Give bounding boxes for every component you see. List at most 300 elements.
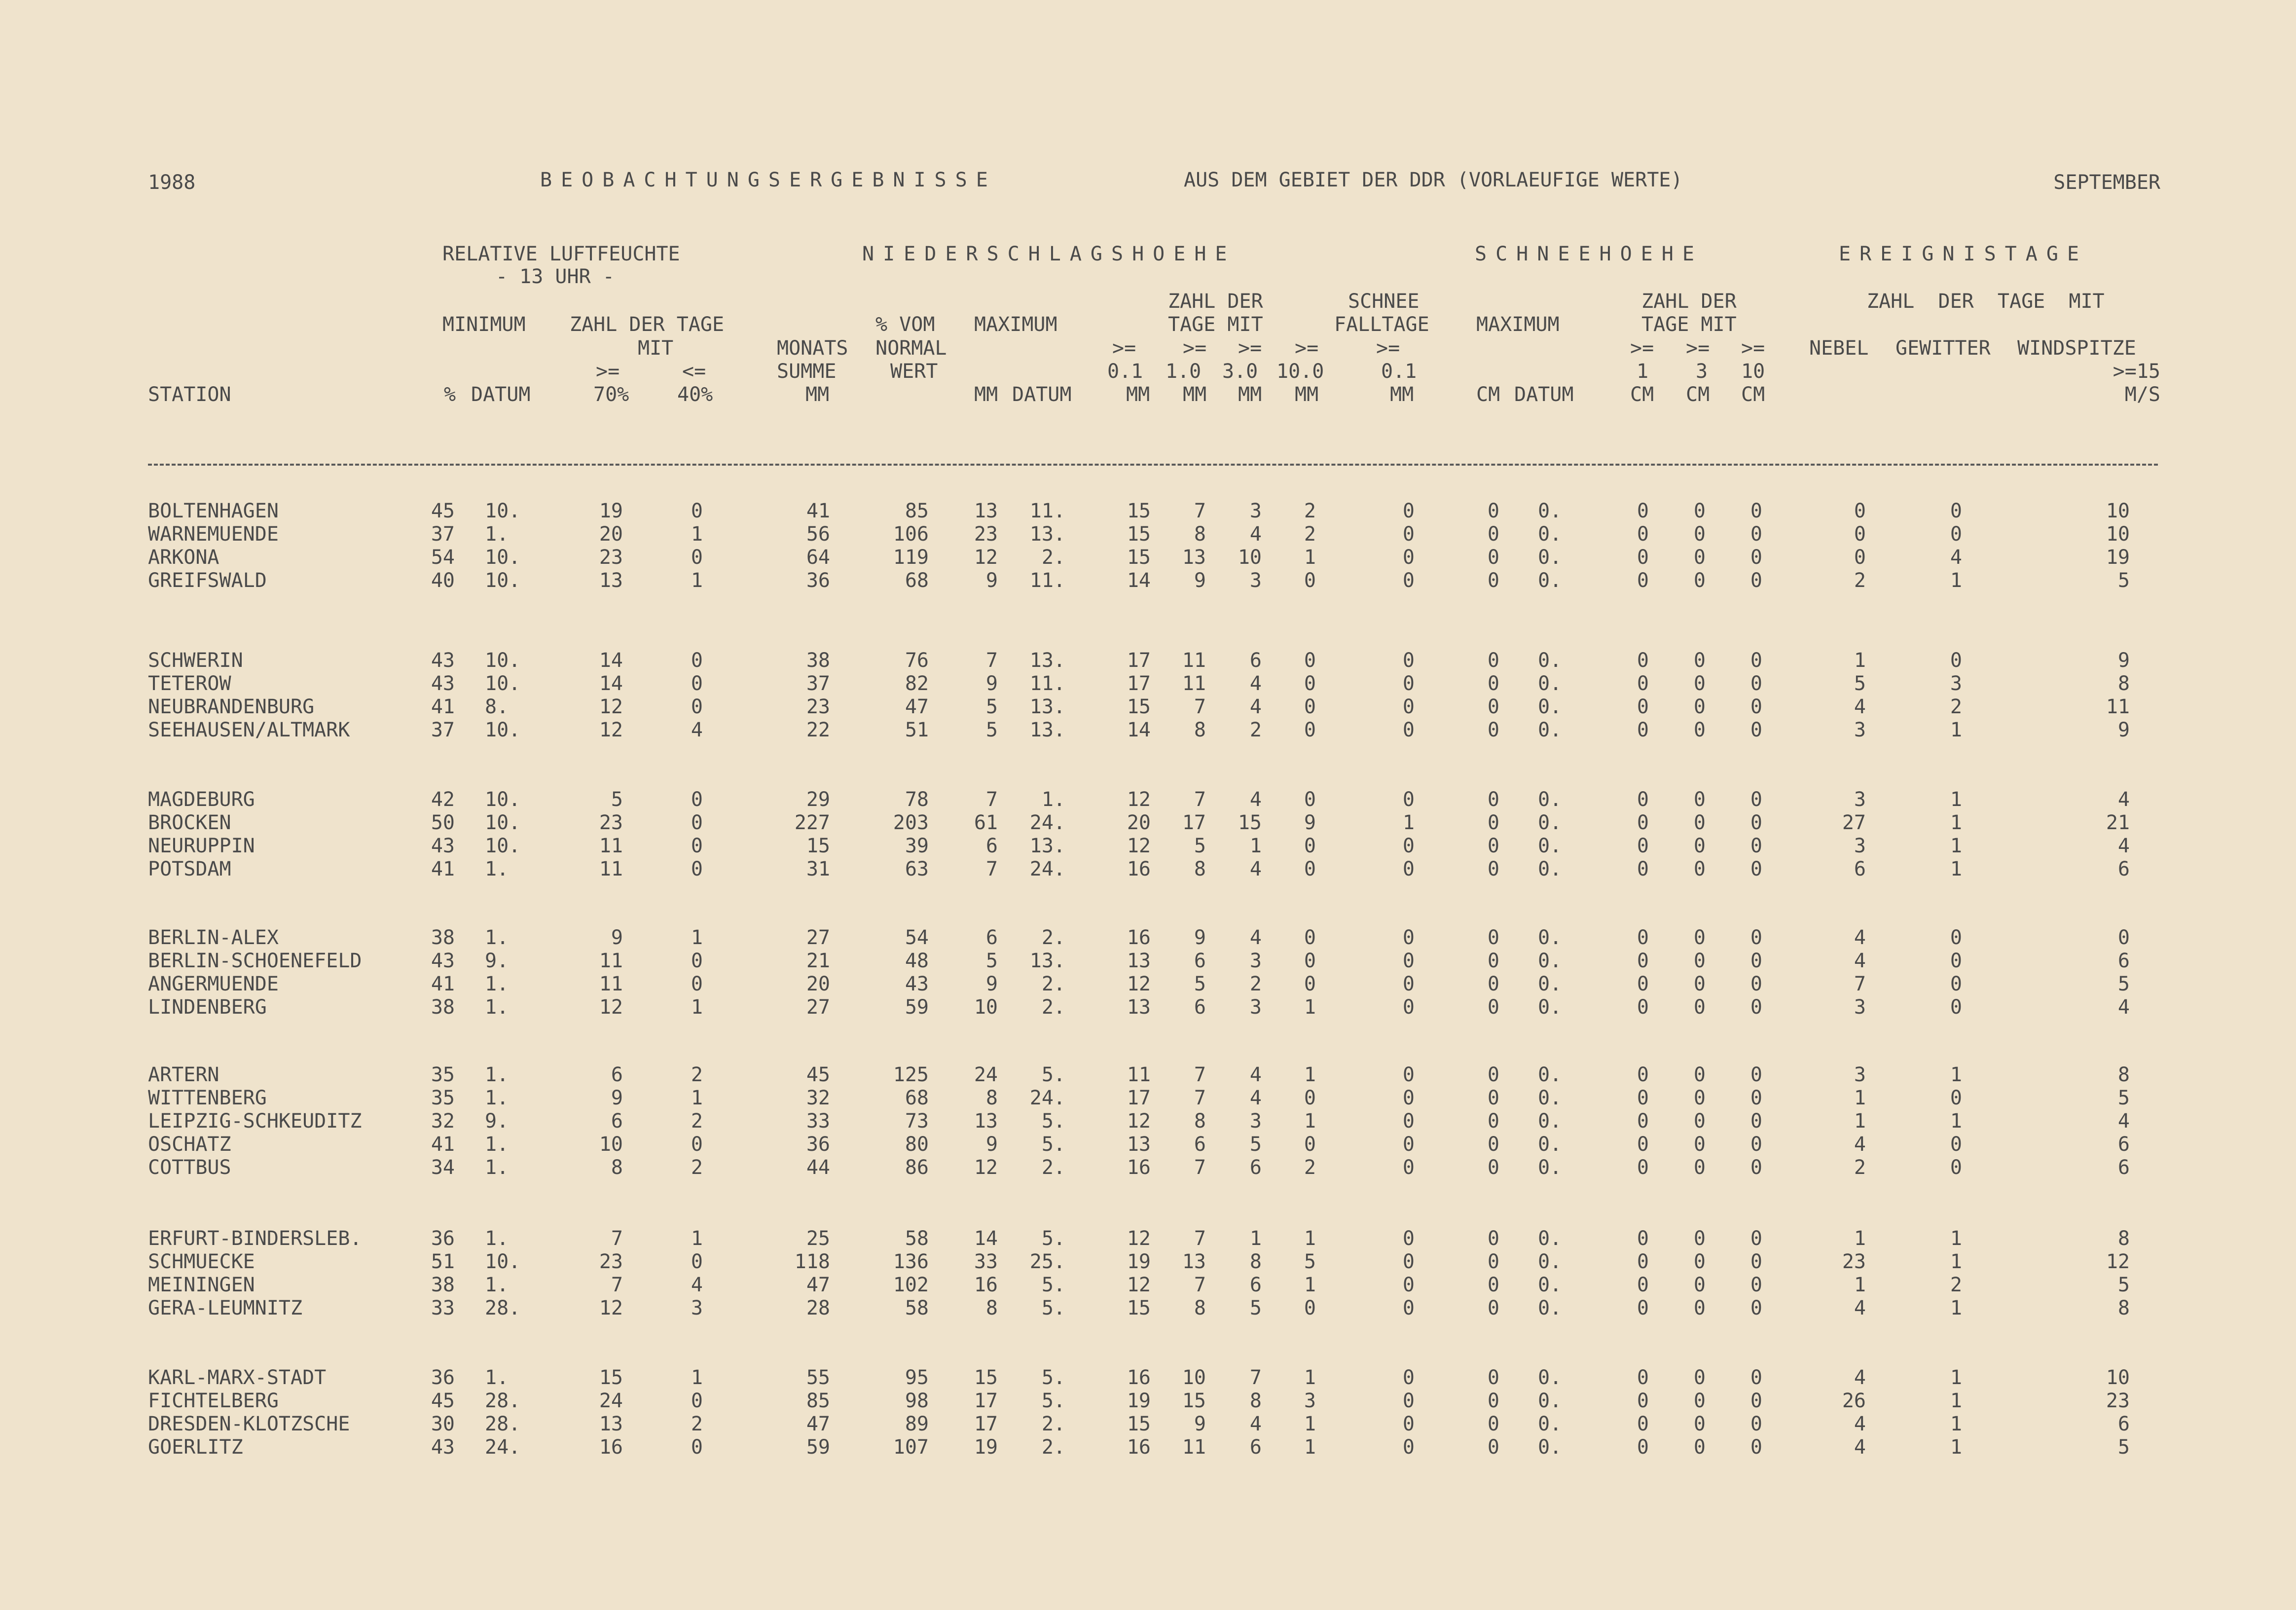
days-ge70: 6 — [611, 1063, 623, 1086]
days-ge10: 5 — [1194, 973, 1206, 995]
thunder-days: 1 — [1950, 1250, 1962, 1273]
hdr-datum-max: DATUM — [1012, 383, 1072, 406]
snow-ge10: 0 — [1750, 1133, 1762, 1156]
snow-ge1: 0 — [1637, 1227, 1649, 1250]
min-pct: 38 — [431, 996, 455, 1019]
max-mm: 17 — [974, 1390, 998, 1412]
snow-ge1: 0 — [1637, 500, 1649, 522]
snow-max-datum: 0. — [1538, 569, 1562, 592]
pct-normal: 68 — [905, 1087, 929, 1109]
days-ge100: 0 — [1304, 1087, 1316, 1109]
snowfall-days: 0 — [1402, 858, 1415, 880]
days-ge30: 3 — [1249, 569, 1262, 592]
monthly-sum: 41 — [806, 500, 830, 522]
snow-ge3: 0 — [1693, 858, 1706, 880]
snow-ge1: 0 — [1637, 1413, 1649, 1435]
max-datum: 2. — [1041, 1436, 1065, 1459]
fog-days: 3 — [1854, 996, 1866, 1019]
snow-max-cm: 0 — [1487, 788, 1499, 811]
wind-days: 12 — [2106, 1250, 2130, 1273]
snow-ge3: 0 — [1693, 695, 1706, 718]
pct-normal: 95 — [905, 1366, 929, 1389]
hdr-ge-p1: >= — [1112, 337, 1136, 360]
snow-max-datum: 0. — [1538, 973, 1562, 995]
hdr-cm-s3: CM — [1741, 383, 1765, 406]
table-row — [0, 1227, 2296, 1250]
snow-max-cm: 0 — [1487, 500, 1499, 522]
hdr-cm-max: CM — [1476, 383, 1500, 406]
snow-ge3: 0 — [1693, 1274, 1706, 1296]
station-name: SCHMUECKE — [148, 1250, 255, 1273]
max-datum: 2. — [1041, 996, 1065, 1019]
monthly-sum: 33 — [806, 1110, 830, 1133]
snow-ge3: 0 — [1693, 1413, 1706, 1435]
snow-max-datum: 0. — [1538, 1297, 1562, 1319]
fog-days: 4 — [1854, 695, 1866, 718]
days-le40: 0 — [691, 1390, 703, 1412]
days-ge01: 20 — [1127, 811, 1151, 834]
days-ge30: 3 — [1249, 1110, 1262, 1133]
snow-ge1: 0 — [1637, 1087, 1649, 1109]
snow-max-datum: 0. — [1538, 1436, 1562, 1459]
wind-days: 10 — [2106, 523, 2130, 546]
hdr-mm-snow: MM — [1390, 383, 1414, 406]
days-ge01: 13 — [1127, 996, 1151, 1019]
min-pct: 35 — [431, 1087, 455, 1109]
snow-ge3: 0 — [1693, 996, 1706, 1019]
thunder-days: 1 — [1950, 1390, 1962, 1412]
snowfall-days: 0 — [1402, 1413, 1415, 1435]
wind-days: 19 — [2106, 546, 2130, 569]
days-le40: 1 — [691, 996, 703, 1019]
snow-ge10: 0 — [1750, 546, 1762, 569]
max-datum: 11. — [1029, 569, 1065, 592]
snow-max-cm: 0 — [1487, 569, 1499, 592]
monthly-sum: 36 — [806, 1133, 830, 1156]
snow-ge1: 0 — [1637, 811, 1649, 834]
snow-ge3: 0 — [1693, 1390, 1706, 1412]
station-name: NEUBRANDENBURG — [148, 695, 315, 718]
days-ge70: 12 — [599, 996, 623, 1019]
snow-ge3: 0 — [1693, 1227, 1706, 1250]
snow-max-datum: 0. — [1538, 858, 1562, 880]
days-ge70: 23 — [599, 1250, 623, 1273]
thunder-days: 0 — [1950, 1156, 1962, 1179]
hdr-ge-70: >= — [596, 360, 620, 383]
station-name: ARKONA — [148, 546, 219, 569]
max-datum: 2. — [1041, 1413, 1065, 1435]
hdr-nebel: NEBEL — [1809, 337, 1869, 360]
monthly-sum: 28 — [806, 1297, 830, 1319]
wind-days: 8 — [2117, 1063, 2130, 1086]
days-le40: 0 — [691, 546, 703, 569]
thunder-days: 2 — [1950, 695, 1962, 718]
wind-days: 6 — [2117, 858, 2130, 880]
hdr-zahl-der-tage: ZAHL DER TAGE — [570, 313, 725, 336]
wind-days: 11 — [2106, 695, 2130, 718]
snow-ge10: 0 — [1750, 926, 1762, 949]
min-datum: 1. — [485, 1227, 509, 1250]
snowfall-days: 0 — [1402, 1156, 1415, 1179]
snow-max-cm: 0 — [1487, 858, 1499, 880]
days-ge10: 6 — [1194, 996, 1206, 1019]
days-ge70: 13 — [599, 569, 623, 592]
snow-max-cm: 0 — [1487, 1063, 1499, 1086]
min-datum: 10. — [485, 719, 521, 741]
min-pct: 37 — [431, 523, 455, 546]
max-datum: 13. — [1029, 719, 1065, 741]
min-datum: 10. — [485, 546, 521, 569]
min-datum: 1. — [485, 1087, 509, 1109]
snow-ge10: 0 — [1750, 1087, 1762, 1109]
monthly-sum: 85 — [806, 1390, 830, 1412]
days-ge100: 0 — [1304, 835, 1316, 857]
table-row — [0, 1413, 2296, 1435]
days-ge100: 2 — [1304, 500, 1316, 522]
days-ge70: 5 — [611, 788, 623, 811]
snow-max-cm: 0 — [1487, 1087, 1499, 1109]
snow-max-cm: 0 — [1487, 1156, 1499, 1179]
hdr-t10: 1.0 — [1166, 360, 1202, 383]
snow-ge10: 0 — [1750, 1436, 1762, 1459]
min-pct: 41 — [431, 1133, 455, 1156]
snow-max-datum: 0. — [1538, 996, 1562, 1019]
snow-max-cm: 0 — [1487, 1413, 1499, 1435]
days-ge70: 7 — [611, 1227, 623, 1250]
monthly-sum: 23 — [806, 695, 830, 718]
snow-ge10: 0 — [1750, 1156, 1762, 1179]
pct-normal: 107 — [893, 1436, 929, 1459]
snow-ge10: 0 — [1750, 1274, 1762, 1296]
hdr-s1: 1 — [1637, 360, 1649, 383]
wind-days: 8 — [2117, 1227, 2130, 1250]
snowfall-days: 0 — [1402, 1227, 1415, 1250]
station-name: COTTBUS — [148, 1156, 231, 1179]
snow-max-cm: 0 — [1487, 1366, 1499, 1389]
table-row — [0, 926, 2296, 949]
monthly-sum: 56 — [806, 523, 830, 546]
days-ge100: 0 — [1304, 649, 1316, 672]
monthly-sum: 45 — [806, 1063, 830, 1086]
snow-ge3: 0 — [1693, 1297, 1706, 1319]
days-le40: 0 — [691, 649, 703, 672]
days-ge10: 5 — [1194, 835, 1206, 857]
table-row — [0, 500, 2296, 522]
days-ge10: 17 — [1182, 811, 1206, 834]
days-ge01: 12 — [1127, 1274, 1151, 1296]
days-ge30: 4 — [1249, 1413, 1262, 1435]
thunder-days: 1 — [1950, 788, 1962, 811]
snow-max-cm: 0 — [1487, 1250, 1499, 1273]
table-row — [0, 649, 2296, 672]
snow-ge3: 0 — [1693, 1250, 1706, 1273]
snowfall-days: 0 — [1402, 1390, 1415, 1412]
days-le40: 3 — [691, 1297, 703, 1319]
snow-max-cm: 0 — [1487, 1110, 1499, 1133]
wind-days: 8 — [2117, 1297, 2130, 1319]
days-ge01: 13 — [1127, 950, 1151, 972]
hdr-t01-snow: 0.1 — [1381, 360, 1417, 383]
station-name: TETEROW — [148, 672, 231, 695]
wind-days: 0 — [2117, 926, 2130, 949]
snow-max-datum: 0. — [1538, 1133, 1562, 1156]
snowfall-days: 0 — [1402, 973, 1415, 995]
min-pct: 43 — [431, 649, 455, 672]
days-ge70: 7 — [611, 1274, 623, 1296]
min-datum: 1. — [485, 1366, 509, 1389]
monthly-sum: 227 — [794, 811, 830, 834]
snow-ge1: 0 — [1637, 546, 1649, 569]
snowfall-days: 0 — [1402, 523, 1415, 546]
hdr-zahl-der-precip: ZAHL DER — [1168, 290, 1263, 313]
monthly-sum: 15 — [806, 835, 830, 857]
snow-ge3: 0 — [1693, 811, 1706, 834]
group-humidity-sub: - 13 UHR - — [496, 265, 615, 288]
snow-ge1: 0 — [1637, 649, 1649, 672]
days-ge100: 0 — [1304, 719, 1316, 741]
hdr-ev-zahl: ZAHL DER TAGE MIT — [1867, 290, 2105, 313]
days-ge100: 1 — [1304, 1110, 1316, 1133]
days-ge70: 11 — [599, 858, 623, 880]
table-row — [0, 858, 2296, 880]
fog-days: 1 — [1854, 1227, 1866, 1250]
min-datum: 9. — [485, 1110, 509, 1133]
group-snow: SCHNEEHOEHE — [1475, 243, 1703, 265]
days-le40: 4 — [691, 1274, 703, 1296]
max-mm: 5 — [985, 950, 998, 972]
days-ge100: 5 — [1304, 1250, 1316, 1273]
snow-ge1: 0 — [1637, 1297, 1649, 1319]
days-ge30: 5 — [1249, 1133, 1262, 1156]
wind-days: 5 — [2117, 1087, 2130, 1109]
wind-days: 5 — [2117, 1274, 2130, 1296]
wind-days: 9 — [2117, 719, 2130, 741]
wind-days: 5 — [2117, 569, 2130, 592]
snow-ge3: 0 — [1693, 719, 1706, 741]
station-name: BOLTENHAGEN — [148, 500, 279, 522]
fog-days: 4 — [1854, 1297, 1866, 1319]
fog-days: 1 — [1854, 1110, 1866, 1133]
snow-max-cm: 0 — [1487, 973, 1499, 995]
days-ge70: 9 — [611, 1087, 623, 1109]
wind-days: 4 — [2117, 788, 2130, 811]
pct-normal: 48 — [905, 950, 929, 972]
days-ge10: 7 — [1194, 1156, 1206, 1179]
days-le40: 0 — [691, 1436, 703, 1459]
days-ge100: 1 — [1304, 1227, 1316, 1250]
days-ge30: 6 — [1249, 1274, 1262, 1296]
days-ge30: 4 — [1249, 926, 1262, 949]
fog-days: 4 — [1854, 1366, 1866, 1389]
days-ge10: 13 — [1182, 1250, 1206, 1273]
snow-max-datum: 0. — [1538, 1063, 1562, 1086]
snow-ge3: 0 — [1693, 1366, 1706, 1389]
min-datum: 24. — [485, 1436, 521, 1459]
days-ge70: 16 — [599, 1436, 623, 1459]
station-name: ARTERN — [148, 1063, 219, 1086]
wind-days: 5 — [2117, 973, 2130, 995]
snow-ge10: 0 — [1750, 1390, 1762, 1412]
title: BEOBACHTUNGSERGEBNISSE — [540, 169, 997, 191]
wind-days: 21 — [2106, 811, 2130, 834]
thunder-days: 1 — [1950, 569, 1962, 592]
hdr-minimum: MINIMUM — [442, 313, 526, 336]
table-row — [0, 1250, 2296, 1273]
thunder-days: 0 — [1950, 1087, 1962, 1109]
max-datum: 2. — [1041, 926, 1065, 949]
days-ge10: 7 — [1194, 1227, 1206, 1250]
max-mm: 5 — [985, 719, 998, 741]
wind-days: 4 — [2117, 1110, 2130, 1133]
thunder-days: 1 — [1950, 1297, 1962, 1319]
days-ge70: 13 — [599, 1413, 623, 1435]
snowfall-days: 0 — [1402, 1087, 1415, 1109]
snow-max-cm: 0 — [1487, 546, 1499, 569]
snow-ge3: 0 — [1693, 649, 1706, 672]
wind-days: 4 — [2117, 835, 2130, 857]
pct-normal: 86 — [905, 1156, 929, 1179]
max-datum: 25. — [1029, 1250, 1065, 1273]
days-ge70: 11 — [599, 835, 623, 857]
snow-max-cm: 0 — [1487, 1274, 1499, 1296]
snow-max-cm: 0 — [1487, 1227, 1499, 1250]
table-row — [0, 1436, 2296, 1459]
monthly-sum: 37 — [806, 672, 830, 695]
days-ge01: 15 — [1127, 1297, 1151, 1319]
station-name: GERA-LEUMNITZ — [148, 1297, 303, 1319]
snow-ge1: 0 — [1637, 1366, 1649, 1389]
snowfall-days: 0 — [1402, 1366, 1415, 1389]
pct-normal: 89 — [905, 1413, 929, 1435]
pct-normal: 39 — [905, 835, 929, 857]
thunder-days: 0 — [1950, 973, 1962, 995]
hdr-40: 40% — [677, 383, 713, 406]
max-mm: 15 — [974, 1366, 998, 1389]
snow-ge1: 0 — [1637, 996, 1649, 1019]
days-ge30: 4 — [1249, 1087, 1262, 1109]
days-ge30: 3 — [1249, 950, 1262, 972]
station-name: BERLIN-SCHOENEFELD — [148, 950, 362, 972]
snow-ge10: 0 — [1750, 719, 1762, 741]
min-datum: 1. — [485, 926, 509, 949]
thunder-days: 0 — [1950, 996, 1962, 1019]
snow-max-cm: 0 — [1487, 835, 1499, 857]
snow-ge1: 0 — [1637, 1156, 1649, 1179]
max-datum: 5. — [1041, 1366, 1065, 1389]
snow-ge1: 0 — [1637, 1436, 1649, 1459]
pct-normal: 59 — [905, 996, 929, 1019]
fog-days: 3 — [1854, 835, 1866, 857]
days-ge30: 4 — [1249, 1063, 1262, 1086]
max-datum: 13. — [1029, 695, 1065, 718]
days-ge100: 0 — [1304, 1297, 1316, 1319]
days-ge30: 1 — [1249, 1227, 1262, 1250]
days-ge70: 15 — [599, 1366, 623, 1389]
max-mm: 9 — [985, 1133, 998, 1156]
days-ge30: 4 — [1249, 788, 1262, 811]
days-ge30: 4 — [1249, 672, 1262, 695]
monthly-sum: 64 — [806, 546, 830, 569]
snow-ge1: 0 — [1637, 523, 1649, 546]
monthly-sum: 31 — [806, 858, 830, 880]
table-row — [0, 996, 2296, 1019]
snow-ge1: 0 — [1637, 672, 1649, 695]
snow-ge10: 0 — [1750, 950, 1762, 972]
max-mm: 8 — [985, 1297, 998, 1319]
year: 1988 — [148, 171, 196, 194]
table-row — [0, 973, 2296, 995]
snow-max-datum: 0. — [1538, 672, 1562, 695]
days-ge01: 14 — [1127, 569, 1151, 592]
days-ge10: 10 — [1182, 1366, 1206, 1389]
max-mm: 23 — [974, 523, 998, 546]
hdr-s10: 10 — [1741, 360, 1765, 383]
max-datum: 24. — [1029, 1087, 1065, 1109]
monthly-sum: 59 — [806, 1436, 830, 1459]
snow-ge10: 0 — [1750, 649, 1762, 672]
station-name: WARNEMUENDE — [148, 523, 279, 546]
station-name: DRESDEN-KLOTZSCHE — [148, 1413, 350, 1435]
station-name: GREIFSWALD — [148, 569, 267, 592]
station-name: KARL-MARX-STADT — [148, 1366, 327, 1389]
days-ge100: 2 — [1304, 523, 1316, 546]
days-ge70: 12 — [599, 719, 623, 741]
min-pct: 40 — [431, 569, 455, 592]
station-name: LEIPZIG-SCHKEUDITZ — [148, 1110, 362, 1133]
hdr-summe: SUMME — [777, 360, 837, 383]
min-pct: 43 — [431, 950, 455, 972]
snow-max-datum: 0. — [1538, 1274, 1562, 1296]
days-ge70: 11 — [599, 950, 623, 972]
min-datum: 10. — [485, 835, 521, 857]
days-ge100: 0 — [1304, 672, 1316, 695]
min-datum: 28. — [485, 1297, 521, 1319]
min-pct: 45 — [431, 500, 455, 522]
fog-days: 2 — [1854, 569, 1866, 592]
hdr-t30: 3.0 — [1222, 360, 1258, 383]
hdr-70: 70% — [593, 383, 629, 406]
max-datum: 5. — [1041, 1227, 1065, 1250]
days-ge100: 0 — [1304, 569, 1316, 592]
max-mm: 10 — [974, 996, 998, 1019]
fog-days: 2 — [1854, 1156, 1866, 1179]
days-le40: 0 — [691, 672, 703, 695]
max-mm: 7 — [985, 649, 998, 672]
monthly-sum: 118 — [794, 1250, 830, 1273]
hdr-s3: 3 — [1696, 360, 1708, 383]
pct-normal: 125 — [893, 1063, 929, 1086]
wind-days: 6 — [2117, 1133, 2130, 1156]
pct-normal: 85 — [905, 500, 929, 522]
days-ge100: 0 — [1304, 788, 1316, 811]
snow-ge10: 0 — [1750, 1227, 1762, 1250]
table-row — [0, 569, 2296, 592]
pct-normal: 68 — [905, 569, 929, 592]
snow-max-datum: 0. — [1538, 950, 1562, 972]
max-datum: 24. — [1029, 858, 1065, 880]
table-row — [0, 1297, 2296, 1319]
days-ge01: 14 — [1127, 719, 1151, 741]
snow-max-datum: 0. — [1538, 835, 1562, 857]
days-le40: 0 — [691, 500, 703, 522]
max-datum: 24. — [1029, 811, 1065, 834]
hdr-mm-p3: MM — [1238, 383, 1262, 406]
days-ge30: 2 — [1249, 719, 1262, 741]
days-ge70: 12 — [599, 695, 623, 718]
thunder-days: 0 — [1950, 926, 1962, 949]
wind-days: 6 — [2117, 1156, 2130, 1179]
snow-max-cm: 0 — [1487, 926, 1499, 949]
